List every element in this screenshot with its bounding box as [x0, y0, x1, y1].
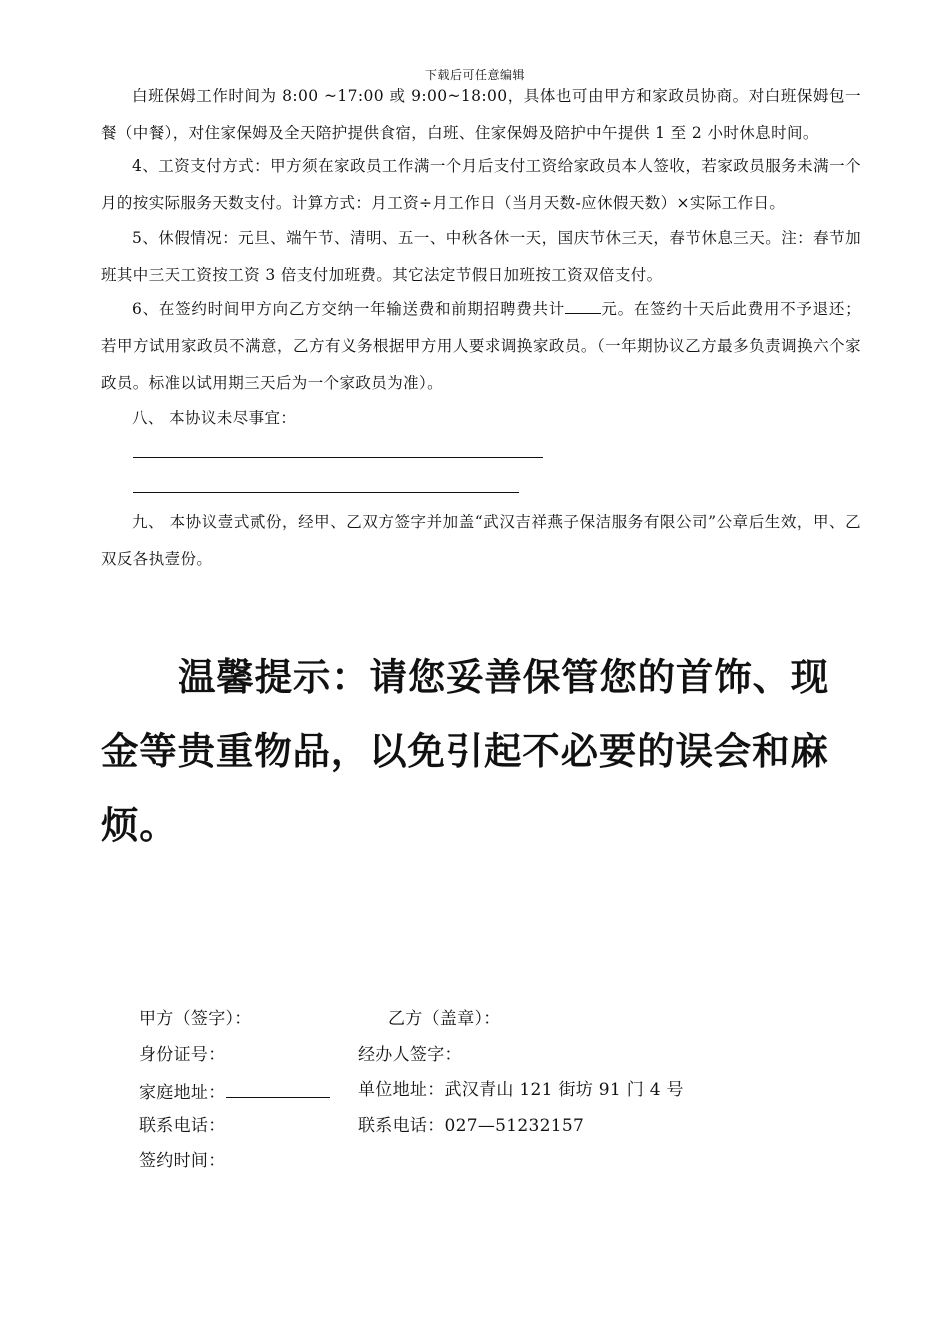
home-address-label: 家庭地址： [139, 1083, 226, 1103]
phone-a-label: 联系电话： [139, 1116, 226, 1136]
sign-date-label: 签约时间： [139, 1151, 226, 1171]
paragraph-payment: 4、工资支付方式：甲方须在家政员工作满一个月后支付工资给家政员本人签收，若家政员服务未满一个月的按实际服务天数支付。计算方式：月工资÷月工作日（当月天数-应休假天数）×实际工作日。 [101, 157, 861, 212]
agent-sign-label: 经办人签字： [358, 1045, 462, 1065]
phone-b: 联系电话：027—51232157 [358, 1116, 585, 1136]
id-number-label: 身份证号： [139, 1045, 226, 1065]
party-a-sign-label: 甲方（签字）： [139, 1009, 252, 1029]
fees-text-before: 6、在签约时间甲方向乙方交纳一年输送费和前期招聘费共计 [132, 300, 566, 318]
home-address-blank [226, 1080, 330, 1098]
paragraph-fees [101, 291, 861, 402]
paragraph-unresolved: 八、 本协议未尽事宜： [132, 409, 297, 427]
paragraph-copies: 九、 本协议壹式贰份，经甲、乙双方签字并加盖“武汉吉祥燕子保洁服务有限公司”公章后生效，甲、乙双反各执壹份。 [101, 513, 861, 568]
party-b-seal-label: 乙方（盖章）： [388, 1009, 501, 1029]
header-note: 下载后可任意编辑 [424, 68, 525, 82]
paragraph-work-hours: 白班保姆工作时间为 8:00 ~17:00 或 9:00~18:00，具体也可由甲方和家政员协商。对白班保姆包一餐（中餐），对住家保姆及全天陪护提供食宿，白班、住家保姆及陪护中午提供 1 至 2 小时休息时间。 [101, 87, 861, 142]
blank-line-2 [133, 492, 519, 493]
fee-amount-blank [565, 297, 601, 314]
blank-line-1 [133, 457, 543, 458]
company-address: 单位地址：武汉青山 121 街坊 91 门 4 号 [358, 1080, 684, 1100]
paragraph-holidays: 5、休假情况：元旦、端午节、清明、五一、中秋各休一天，国庆节休三天，春节休息三天。注：春节加班其中三天工资按工资 3 倍支付加班费。其它法定节假日加班按工资双倍支付。 [101, 229, 861, 284]
home-address-row [139, 1080, 330, 1103]
fees-text-after: 元。在签约十天后此费用不予退还；若甲方试用家政员不满意，乙方有义务根据甲方用人要求调换家政员。（一年期协议乙方最多负责调换六个家政员。标准以试用期三天后为一个家政员为准）。 [101, 300, 862, 392]
warm-reminder: 温馨提示：请您妥善保管您的首饰、现金等贵重物品，以免引起不必要的误会和麻烦。 [101, 655, 830, 847]
